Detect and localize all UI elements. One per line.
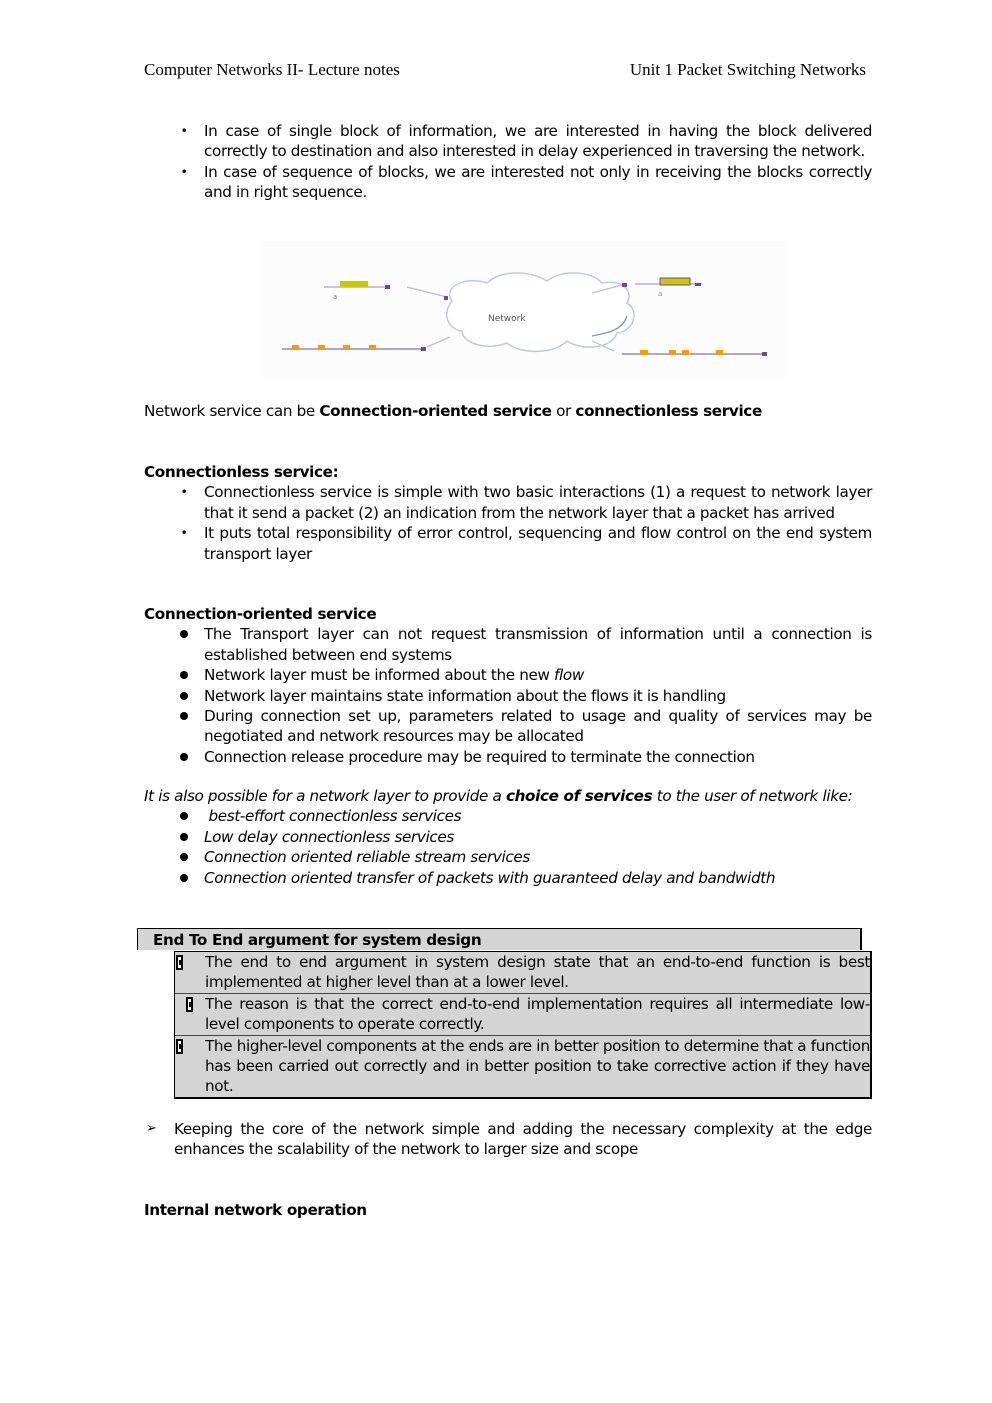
term-connectionless: connectionless service: [575, 402, 762, 420]
list-item: Connection release procedure may be required to terminate the connection: [204, 747, 755, 766]
header-unit-title: Unit 1 Packet Switching Networks: [629, 60, 866, 79]
list-item: Connection oriented reliable stream services: [204, 848, 530, 867]
section-heading: Connectionless service:: [144, 463, 339, 481]
arrow-bullet-icon: ➢: [146, 1121, 157, 1136]
list-item: Connection oriented transfer of packets with guaranteed delay and bandwidth: [204, 868, 776, 887]
bullet-icon: •: [180, 526, 188, 541]
choice-intro: It is also possible for a network layer to provide a choice of services to the user of network like:: [144, 787, 853, 805]
list-item: The Transport layer can not request transmission of information until a connection is established between end systems: [204, 625, 872, 664]
intro-bullets: [144, 121, 872, 203]
svg-text:a: a: [658, 290, 663, 298]
list-item: best-effort connectionless services: [204, 807, 462, 826]
bullet-icon: •: [180, 124, 188, 138]
list-item: Network layer maintains state information about the flows it is handling: [204, 686, 726, 705]
section-heading: Connection-oriented service: [144, 605, 377, 623]
list-item: During connection set up, parameters related to usage and quality of services may be negotiated and network resources may be allocated: [204, 707, 872, 746]
connection-oriented-section: [144, 604, 872, 767]
end-to-end-box: [174, 951, 872, 1099]
end-to-end-row: The higher-level components at the ends are in better position to determine that a function has been carried out correctly and in better position to take corrective action if they have not.: [175, 1036, 870, 1097]
bullet-icon: •: [180, 164, 188, 179]
header-course-title: Computer Networks II- Lecture notes: [144, 60, 400, 79]
page-header: [144, 60, 866, 84]
end-to-end-heading: End To End argument for system design: [137, 928, 862, 950]
list-item: Network layer must be informed about the new flow: [204, 666, 584, 685]
list-item: • In case of sequence of blocks, we are interested not only in receiving the blocks correctly and in right sequence.: [144, 162, 872, 203]
arrow-bullet-point: ➢ Keeping the core of the network simple and adding the necessary complexity at the edge enhances the scalability of the network to larger size and scope: [146, 1120, 872, 1159]
cloud-label: Network: [488, 314, 526, 324]
end-to-end-row: The reason is that the correct end-to-end implementation requires all intermediate low-level components to operate correctly.: [175, 994, 870, 1036]
term-connection-oriented: Connection-oriented service: [319, 402, 552, 420]
list-item: • It puts total responsibility of error control, sequencing and flow control on the end system transport layer: [144, 523, 872, 564]
checkbox-bullet-icon: [176, 955, 183, 970]
end-to-end-row: The end to end argument in system design state that an end-to-end function is best implemented at higher level than at a lower level.: [175, 952, 870, 994]
checkbox-bullet-icon: [176, 1039, 183, 1054]
bullet-icon: •: [180, 485, 188, 500]
service-types-sentence: Network service can be Connection-oriented service or connectionless service: [144, 402, 762, 420]
list-item: Low delay connectionless services: [204, 827, 454, 846]
connectionless-section: [144, 462, 872, 564]
checkbox-bullet-icon: [186, 997, 193, 1012]
list-item: • Connectionless service is simple with two basic interactions (1) a request to network layer that it send a packet (2) an indication from the network layer that a packet has arrived: [144, 482, 872, 523]
choice-of-services-section: [144, 786, 872, 888]
network-cloud-diagram: [262, 241, 785, 377]
svg-text:a: a: [333, 293, 338, 301]
network-diagram: [262, 241, 785, 377]
list-item: • In case of single block of information, we are interested in having the block delivered correctly to destination and also interested in delay experienced in traversing the network.: [144, 121, 872, 162]
internal-network-heading: Internal network operation: [144, 1201, 367, 1219]
